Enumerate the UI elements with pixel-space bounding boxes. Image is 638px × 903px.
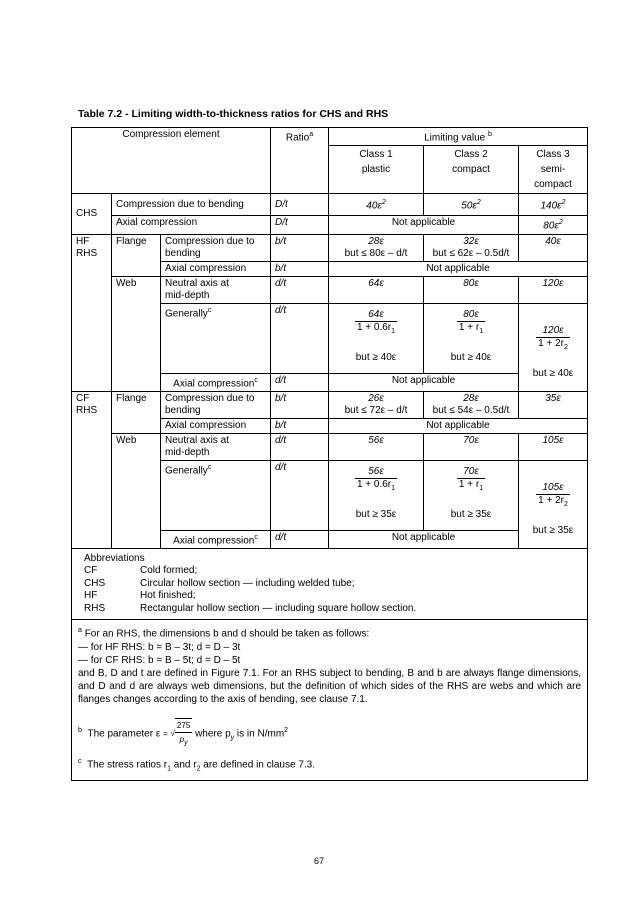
header-ratio: Ratio$^a$ (271, 128, 329, 194)
page-number: 67 (313, 856, 324, 866)
abbreviations-block (72, 549, 588, 620)
cf-web-gen-c2: $\frac{70\varepsilon}{1 + r_1}$ but ≥ 35ε (424, 460, 519, 530)
cf-flange-bending-ratio: b/t (271, 391, 329, 418)
abbr-row: RHS Rectangular hollow section — including square hollow section. (84, 602, 417, 614)
chs-bending-c1: $40\varepsilon^2$ (329, 194, 424, 216)
header-class2: Class 2 compact (424, 146, 519, 194)
hf-web-gen-c1: $\frac{64\varepsilon}{1 + 0.6r_1}$ but ≥ 40ε (329, 303, 424, 373)
hf-web-na-c1: 64ε (329, 276, 424, 303)
limiting-ratio-table (71, 127, 587, 781)
hf-flange-bending-ratio: b/t (271, 234, 329, 261)
cf-web-na-c3: 105ε (519, 433, 588, 460)
chs-axial-na: Not applicable (329, 216, 519, 234)
chs-axial-label: Axial compression (112, 216, 271, 234)
chs-axial-c3: $80\varepsilon^2$ (519, 216, 588, 234)
cf-web-axial-na: Not applicable (329, 530, 519, 548)
cf-flange-label: Flange (112, 391, 161, 433)
note-c: $^c$ The stress ratios $r_1$ and $r_2$ are defined in clause 7.3. (78, 758, 316, 773)
note-a: $^a$ For an RHS, the dimensions b and d should be taken as follows: — for HF RHS: b = B – 3t; d = D – 3t — for CF RHS: b = B – 5t; d = D – 5t and B, D and t are defined in Figure 7.1. For an RHS subject to bending, B and b are always flange dimensions, and D and d are always web dimensions, but the definition of which sides of the RHS are webs and which are flanges changes according to the axis of bending, see clause 7.1. (78, 627, 582, 705)
chs-bending-label: Compression due to bending (112, 194, 271, 216)
cf-web-na-c2: 70ε (424, 433, 519, 460)
hf-web-gen-label: Generally$^c$ (161, 303, 271, 373)
header-limit: Limiting value $^b$ (329, 128, 588, 146)
hf-flange-bending-c2: 32ε but ≤ 62ε – 0.5d/t (424, 234, 519, 261)
cf-flange-axial-na: Not applicable (329, 418, 588, 433)
header-class3: Class 3 semi- compact (519, 146, 588, 194)
cf-web-gen-c1: $\frac{56\varepsilon}{1 + 0.6r_1}$ but ≥ 35ε (329, 460, 424, 530)
hf-flange-bending-c1: 28ε but ≤ 80ε – d/t (329, 234, 424, 261)
hf-flange-bending-c3: 40ε (519, 234, 588, 261)
hf-web-na-c2: 80ε (424, 276, 519, 303)
chs-label: CHS (72, 194, 112, 234)
chs-bending-ratio: D/t (271, 194, 329, 216)
cf-web-label: Web (112, 433, 161, 548)
cf-flange-bending-c3: 35ε (519, 391, 588, 418)
hf-web-gen-ratio: d/t (271, 303, 329, 373)
hf-flange-axial-ratio: b/t (271, 261, 329, 276)
abbreviations-heading: Abbreviations (84, 553, 145, 565)
hf-web-axial-label: Axial compression$^c$ (161, 373, 271, 391)
cf-web-na-c1: 56ε (329, 433, 424, 460)
header-class1: Class 1 plastic (329, 146, 424, 194)
cf-web-na-label: Neutral axis at mid-depth (161, 433, 271, 460)
cf-flange-bending-label: Compression due to bending (161, 391, 271, 418)
header-element: Compression element (72, 128, 271, 194)
cf-flange-bending-c1: 26ε but ≤ 72ε – d/t (329, 391, 424, 418)
table-title: Table 7.2 - Limiting width-to-thickness ratios for CHS and RHS (78, 108, 389, 120)
cf-web-axial-ratio: d/t (271, 530, 329, 548)
hf-web-na-c3: 120ε (519, 276, 588, 303)
hf-web-axial-na: Not applicable (329, 373, 519, 391)
abbr-row: CHS Circular hollow section — including welded tube; (84, 577, 355, 589)
cf-web-axial-label: Axial compression$^c$ (161, 530, 271, 548)
cf-web-na-ratio: d/t (271, 433, 329, 460)
hf-web-gen-c2: $\frac{80\varepsilon}{1 + r_1}$ but ≥ 40ε (424, 303, 519, 373)
cf-flange-axial-ratio: b/t (271, 418, 329, 433)
hf-flange-label: Flange (112, 234, 161, 276)
cf-flange-axial-label: Axial compression (161, 418, 271, 433)
notes-block (72, 620, 588, 780)
hf-label: HF RHS (72, 234, 112, 391)
note-b: $^b$ The parameter ε = √ $\frac{275}{p_y}$ where $p_y$ is in $N/mm^2$ (78, 718, 581, 750)
cf-label: CF RHS (72, 391, 112, 548)
abbr-row: HF Hot finished; (84, 590, 196, 602)
cf-web-gen-ratio: d/t (271, 460, 329, 530)
hf-flange-bending-label: Compression due to bending (161, 234, 271, 261)
cf-web-gen-label: Generally$^c$ (161, 460, 271, 530)
chs-bending-c3: $140\varepsilon^2$ (519, 194, 588, 216)
hf-web-axial-ratio: d/t (271, 373, 329, 391)
chs-axial-ratio: D/t (271, 216, 329, 234)
chs-bending-c2: $50\varepsilon^2$ (424, 194, 519, 216)
hf-web-label: Web (112, 276, 161, 391)
hf-flange-axial-label: Axial compression (161, 261, 271, 276)
hf-flange-axial-na: Not applicable (329, 261, 588, 276)
hf-web-na-label: Neutral axis at mid-depth (161, 276, 271, 303)
cf-web-gen-c3: $\frac{105\varepsilon}{1 + 2r_2}$ but ≥ 35ε (519, 460, 588, 548)
hf-web-na-ratio: d/t (271, 276, 329, 303)
cf-flange-bending-c2: 28ε but ≤ 54ε – 0.5d/t (424, 391, 519, 418)
hf-web-gen-c3: $\frac{120\varepsilon}{1 + 2r_2}$ but ≥ 40ε (519, 303, 588, 391)
abbr-row: CF Cold formed; (84, 565, 198, 577)
